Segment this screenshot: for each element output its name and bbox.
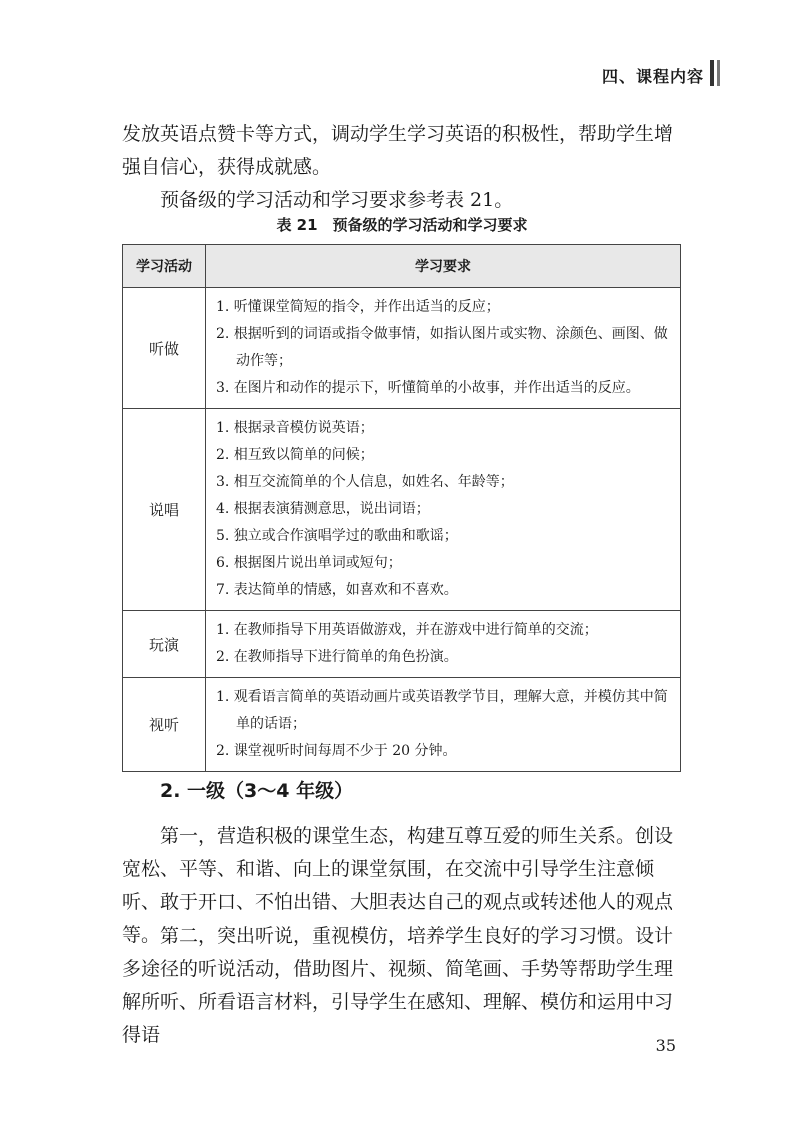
table-row xyxy=(123,678,681,772)
intro-table-reference: 预备级的学习活动和学习要求参考表 21。 xyxy=(160,189,514,211)
table-row xyxy=(123,611,681,678)
requirement-item: 1. 根据录音模仿说英语； xyxy=(216,420,374,436)
header-requirement: 学习要求 xyxy=(206,245,681,288)
table-caption: 表 21 预备级的学习活动和学习要求 xyxy=(276,216,528,234)
requirement-item: 7. 表达简单的情感，如喜欢和不喜欢。 xyxy=(216,582,458,598)
requirement-item: 1. 听懂课堂简短的指令，并作出适当的反应； xyxy=(216,299,500,315)
requirement-item: 3. 在图片和动作的提示下，听懂简单的小故事，并作出适当的反应。 xyxy=(216,380,640,396)
table-row xyxy=(123,288,681,409)
section-paragraph-1: 第一，营造积极的课堂生态，构建互尊互爱的师生关系。创设宽松、平等、和谐、向上的课堂氛围，在交流中引导学生注意倾听、敢于开口、不怕出错、大胆表达自己的观点或转述他人的观点等。 xyxy=(122,825,674,946)
requirement-item: 2. 相互致以简单的问候； xyxy=(216,447,374,463)
intro-paragraph: 发放英语点赞卡等方式，调动学生学习英语的积极性，帮助学生增强自信心，获得成就感。 xyxy=(122,123,674,178)
requirement-item: 2. 根据听到的词语或指令做事情，如指认图片或实物、涂颜色、画图、做动作等； xyxy=(216,326,668,369)
requirements-cell xyxy=(206,678,681,772)
section-title: 2. 一级（3～4 年级） xyxy=(160,780,354,802)
activity-cell: 视听 xyxy=(123,678,206,772)
header-bar-decoration-thin xyxy=(717,60,720,86)
requirement-item: 4. 根据表演猜测意思，说出词语； xyxy=(216,501,430,517)
page-number: 35 xyxy=(655,1036,676,1055)
header-activity: 学习活动 xyxy=(123,245,206,288)
requirements-cell xyxy=(206,409,681,611)
requirements-cell xyxy=(206,611,681,678)
requirement-item: 1. 在教师指导下用英语做游戏，并在游戏中进行简单的交流； xyxy=(216,622,598,638)
activity-cell: 玩演 xyxy=(123,611,206,678)
activity-cell: 听做 xyxy=(123,288,206,409)
section-paragraph-2: 第二，突出听说，重视模仿，培养学生良好的学习习惯。设计多途径的听说活动，借助图片、视频、简笔画、手势等帮助学生理解所听、所看语言材料，引导学生在感知、理解、模仿和运用中习得语 xyxy=(122,925,674,1046)
requirement-item: 2. 课堂视听时间每周不少于 20 分钟。 xyxy=(216,743,457,759)
chapter-header: 四、课程内容 xyxy=(601,67,704,86)
requirement-item: 3. 相互交流简单的个人信息，如姓名、年龄等； xyxy=(216,474,514,490)
requirement-item: 2. 在教师指导下进行简单的角色扮演。 xyxy=(216,649,458,665)
table-row xyxy=(123,409,681,611)
requirement-item: 6. 根据图片说出单词或短句； xyxy=(216,555,402,571)
header-bar-decoration xyxy=(710,60,714,86)
requirement-item: 1. 观看语言简单的英语动画片或英语教学节目，理解大意，并模仿其中简单的话语； xyxy=(216,689,668,732)
activity-cell: 说唱 xyxy=(123,409,206,611)
requirements-table xyxy=(122,244,681,772)
requirements-cell xyxy=(206,288,681,409)
requirement-item: 5. 独立或合作演唱学过的歌曲和歌谣； xyxy=(216,528,458,544)
